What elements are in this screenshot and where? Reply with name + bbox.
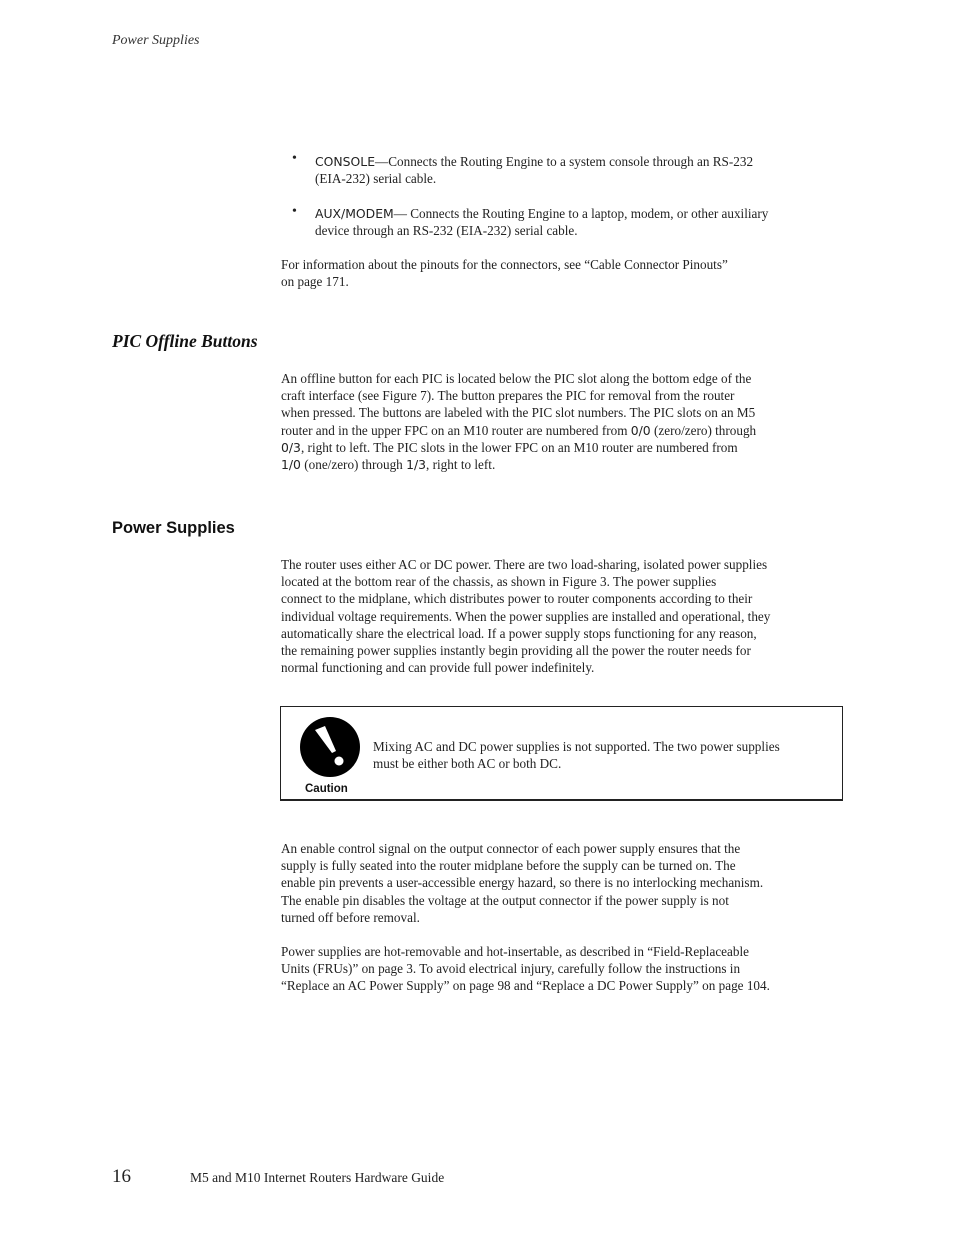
running-header: Power Supplies xyxy=(112,33,200,48)
section-heading-power-supplies: Power Supplies xyxy=(112,519,235,537)
bullet-marker: • xyxy=(292,151,297,166)
code-slot: 1/3 xyxy=(406,457,427,473)
power-supplies-paragraph-1: The router uses either AC or DC power. There are two load-sharing, isolated power supplies located at the bottom rear of the chassis, as shown in Figure 3. The power supplies connect to the midplane, which distributes power to router components according to their individual voltage requirements. When the power supplies are installed and operational, they automatically share the electrical load. If a power supply stops functioning for any reason, the remaining power supplies instantly begin providing all the power the router needs for normal functioning and can provide full power indefinitely. xyxy=(281,557,771,676)
power-supplies-paragraph-3: Power supplies are hot-removable and hot-insertable, as described in “Field-Replaceable Units (FRUs)” on page 3. To avoid electrical injury, carefully follow the instructions in “Replace an AC Power Supply” on page 98 and “Replace a DC Power Supply” on page 104. xyxy=(281,944,770,994)
caution-label: Caution xyxy=(305,783,348,795)
bullet-term: CONSOLE xyxy=(315,154,376,169)
bullet-text: — Connects the Routing Engine to a laptop, modem, or other auxiliary xyxy=(393,206,769,221)
pic-offline-paragraph: An offline button for each PIC is located below the PIC slot along the bottom edge of the craft interface (see Figure 7). The button prepares the PIC for removal from the router when pressed. The buttons are labeled with the PIC slot numbers. The PIC slots on an M5 router and in the upper FPC on an M10 router are numbered from 0/0 (zero/zero) through 0/3, right to left. The PIC slots in the lower FPC on an M10 router are numbered from 1/0 (one/zero) through 1/3, right to left. xyxy=(281,371,757,473)
exclamation-icon xyxy=(299,716,361,778)
power-supplies-paragraph-2: An enable control signal on the output connector of each power supply ensures that the supply is fully seated into the router midplane before the supply can be turned on. The enable pin prevents a user-accessible energy hazard, so there is no interlocking mechanism. The enable pin disables the voltage at the output connector if the power supply is not turned off before removal. xyxy=(281,841,764,925)
bullet-item-aux-modem xyxy=(315,205,855,239)
code-slot: 0/3 xyxy=(281,439,301,455)
caution-text: Mixing AC and DC power supplies is not supported. The two power supplies must be either both AC or both DC. xyxy=(373,739,780,771)
pinout-note: For information about the pinouts for the connectors, see “Cable Connector Pinouts” on page 171. xyxy=(281,257,728,290)
bullet-item-console xyxy=(315,153,855,187)
bullet-text: device through an RS-232 (EIA-232) serial cable. xyxy=(315,223,578,239)
code-slot: 0/0 xyxy=(630,422,651,438)
caution-box xyxy=(280,706,843,801)
bullet-text: —Connects the Routing Engine to a system console through an RS-232 xyxy=(375,154,754,169)
bullet-marker: • xyxy=(292,204,297,219)
bullet-term: AUX/MODEM xyxy=(315,206,394,221)
code-slot: 1/0 xyxy=(281,457,301,473)
bullet-text: (EIA-232) serial cable. xyxy=(315,171,437,187)
footer-title: M5 and M10 Internet Routers Hardware Guide xyxy=(190,1170,445,1185)
section-heading-pic-offline: PIC Offline Buttons xyxy=(112,331,258,351)
page-number: 16 xyxy=(112,1166,131,1187)
